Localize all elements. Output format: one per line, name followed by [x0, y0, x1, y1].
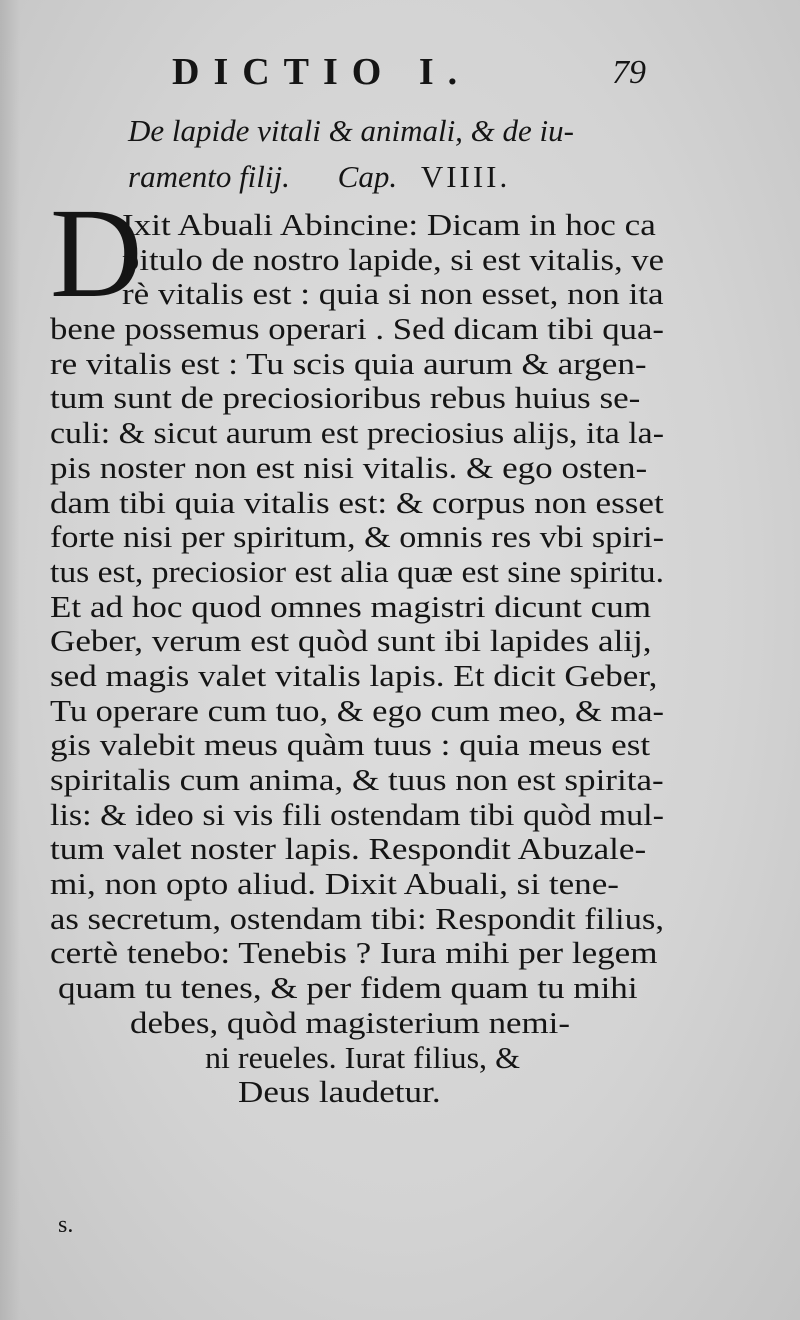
- line-text: gis valebit meus quàm tuus : quia meus est: [50, 728, 651, 763]
- text-line: [0, 381, 800, 416]
- chapter-label: Cap.: [337, 159, 398, 194]
- line-text: pis noster non est nisi vitalis. & ego osten-: [50, 450, 648, 485]
- text-line: [0, 416, 800, 451]
- text-line: [0, 312, 800, 347]
- line-text: re vitalis est : Tu scis quia aurum & argen-: [50, 346, 647, 381]
- body-text: [0, 208, 800, 1110]
- chapter-number: VIIII.: [420, 159, 511, 194]
- line-text: spiritalis cum anima, & tuus non est spirita-: [50, 763, 664, 797]
- line-text: sed magis valet vitalis lapis. Et dicit Geber,: [50, 658, 658, 693]
- line-text: debes, quòd magisterium nemi-: [130, 1005, 570, 1040]
- text-line: [0, 659, 800, 694]
- text-line: [0, 798, 800, 833]
- line-text: tus est, preciosior est alia quæ est sine spiritu.: [50, 554, 664, 589]
- text-line: [0, 590, 800, 625]
- text-line: [0, 902, 800, 937]
- line-text: tum valet noster lapis. Respondit Abuzale-: [50, 832, 647, 867]
- text-line: [0, 451, 800, 486]
- text-line: [0, 1075, 800, 1110]
- text-line: [0, 208, 800, 243]
- line-text: lis: & ideo si vis fili ostendam tibi quòd mul-: [50, 797, 664, 832]
- line-text: dam tibi quia vitalis est: & corpus non esset: [50, 485, 664, 520]
- text-line: [0, 936, 800, 971]
- line-text: rè vitalis est : quia si non esset, non ita: [122, 277, 664, 312]
- chapter-title-line-2: [128, 154, 648, 200]
- text-line: [0, 486, 800, 521]
- text-line: [0, 832, 800, 867]
- line-text: mi, non opto aliud. Dixit Abuali, si tene-: [50, 867, 619, 902]
- text-line: [0, 763, 800, 798]
- running-head: DICTIO I.: [172, 51, 472, 93]
- text-line: [0, 867, 800, 902]
- line-text: quam tu tenes, & per fidem quam tu mihi: [58, 971, 638, 1006]
- line-text: Et ad hoc quod omnes magistri dicunt cum: [50, 589, 652, 624]
- line-text: culi: & sicut aurum est preciosius alijs, ita la-: [50, 416, 664, 451]
- signature-mark: s.: [58, 1212, 74, 1238]
- line-text: Ixit Abuali Abincine: Dicam in hoc ca: [122, 208, 656, 242]
- chapter-title-line-1: De lapide vitali & animali, & de iu-: [128, 113, 574, 148]
- chapter-title: [128, 108, 648, 200]
- drop-capital: D: [50, 182, 143, 324]
- line-text: Geber, verum est quòd sunt ibi lapides alij,: [50, 624, 652, 659]
- text-line: [0, 728, 800, 763]
- line-text: tum sunt de preciosioribus rebus huius se-: [50, 381, 641, 416]
- page-number: 79: [612, 54, 646, 91]
- text-line: [0, 694, 800, 729]
- line-text: certè tenebo: Tenebis ? Iura mihi per legem: [50, 936, 658, 971]
- text-line: [0, 1006, 800, 1041]
- text-line: [0, 520, 800, 555]
- line-text: ni reueles. Iurat filius, &: [205, 1040, 520, 1075]
- text-line: [0, 624, 800, 659]
- chapter-title-line-2-text: ramento filij.: [128, 159, 290, 194]
- line-text: as secretum, ostendam tibi: Respondit filius,: [50, 901, 664, 936]
- text-line: [0, 555, 800, 590]
- text-line: [0, 243, 800, 278]
- text-line: [0, 971, 800, 1006]
- line-text: forte nisi per spiritum, & omnis res vbi spiri-: [50, 520, 664, 555]
- text-line: [0, 277, 800, 312]
- text-line: [0, 1041, 800, 1076]
- line-text: Tu operare cum tuo, & ego cum meo, & ma-: [50, 693, 664, 728]
- page-header: [0, 50, 800, 110]
- line-text: pitulo de nostro lapide, si est vitalis, ve: [122, 242, 664, 277]
- line-text: Deus laudetur.: [238, 1075, 441, 1110]
- line-text: bene possemus operari . Sed dicam tibi qua-: [50, 312, 664, 347]
- text-line: [0, 347, 800, 382]
